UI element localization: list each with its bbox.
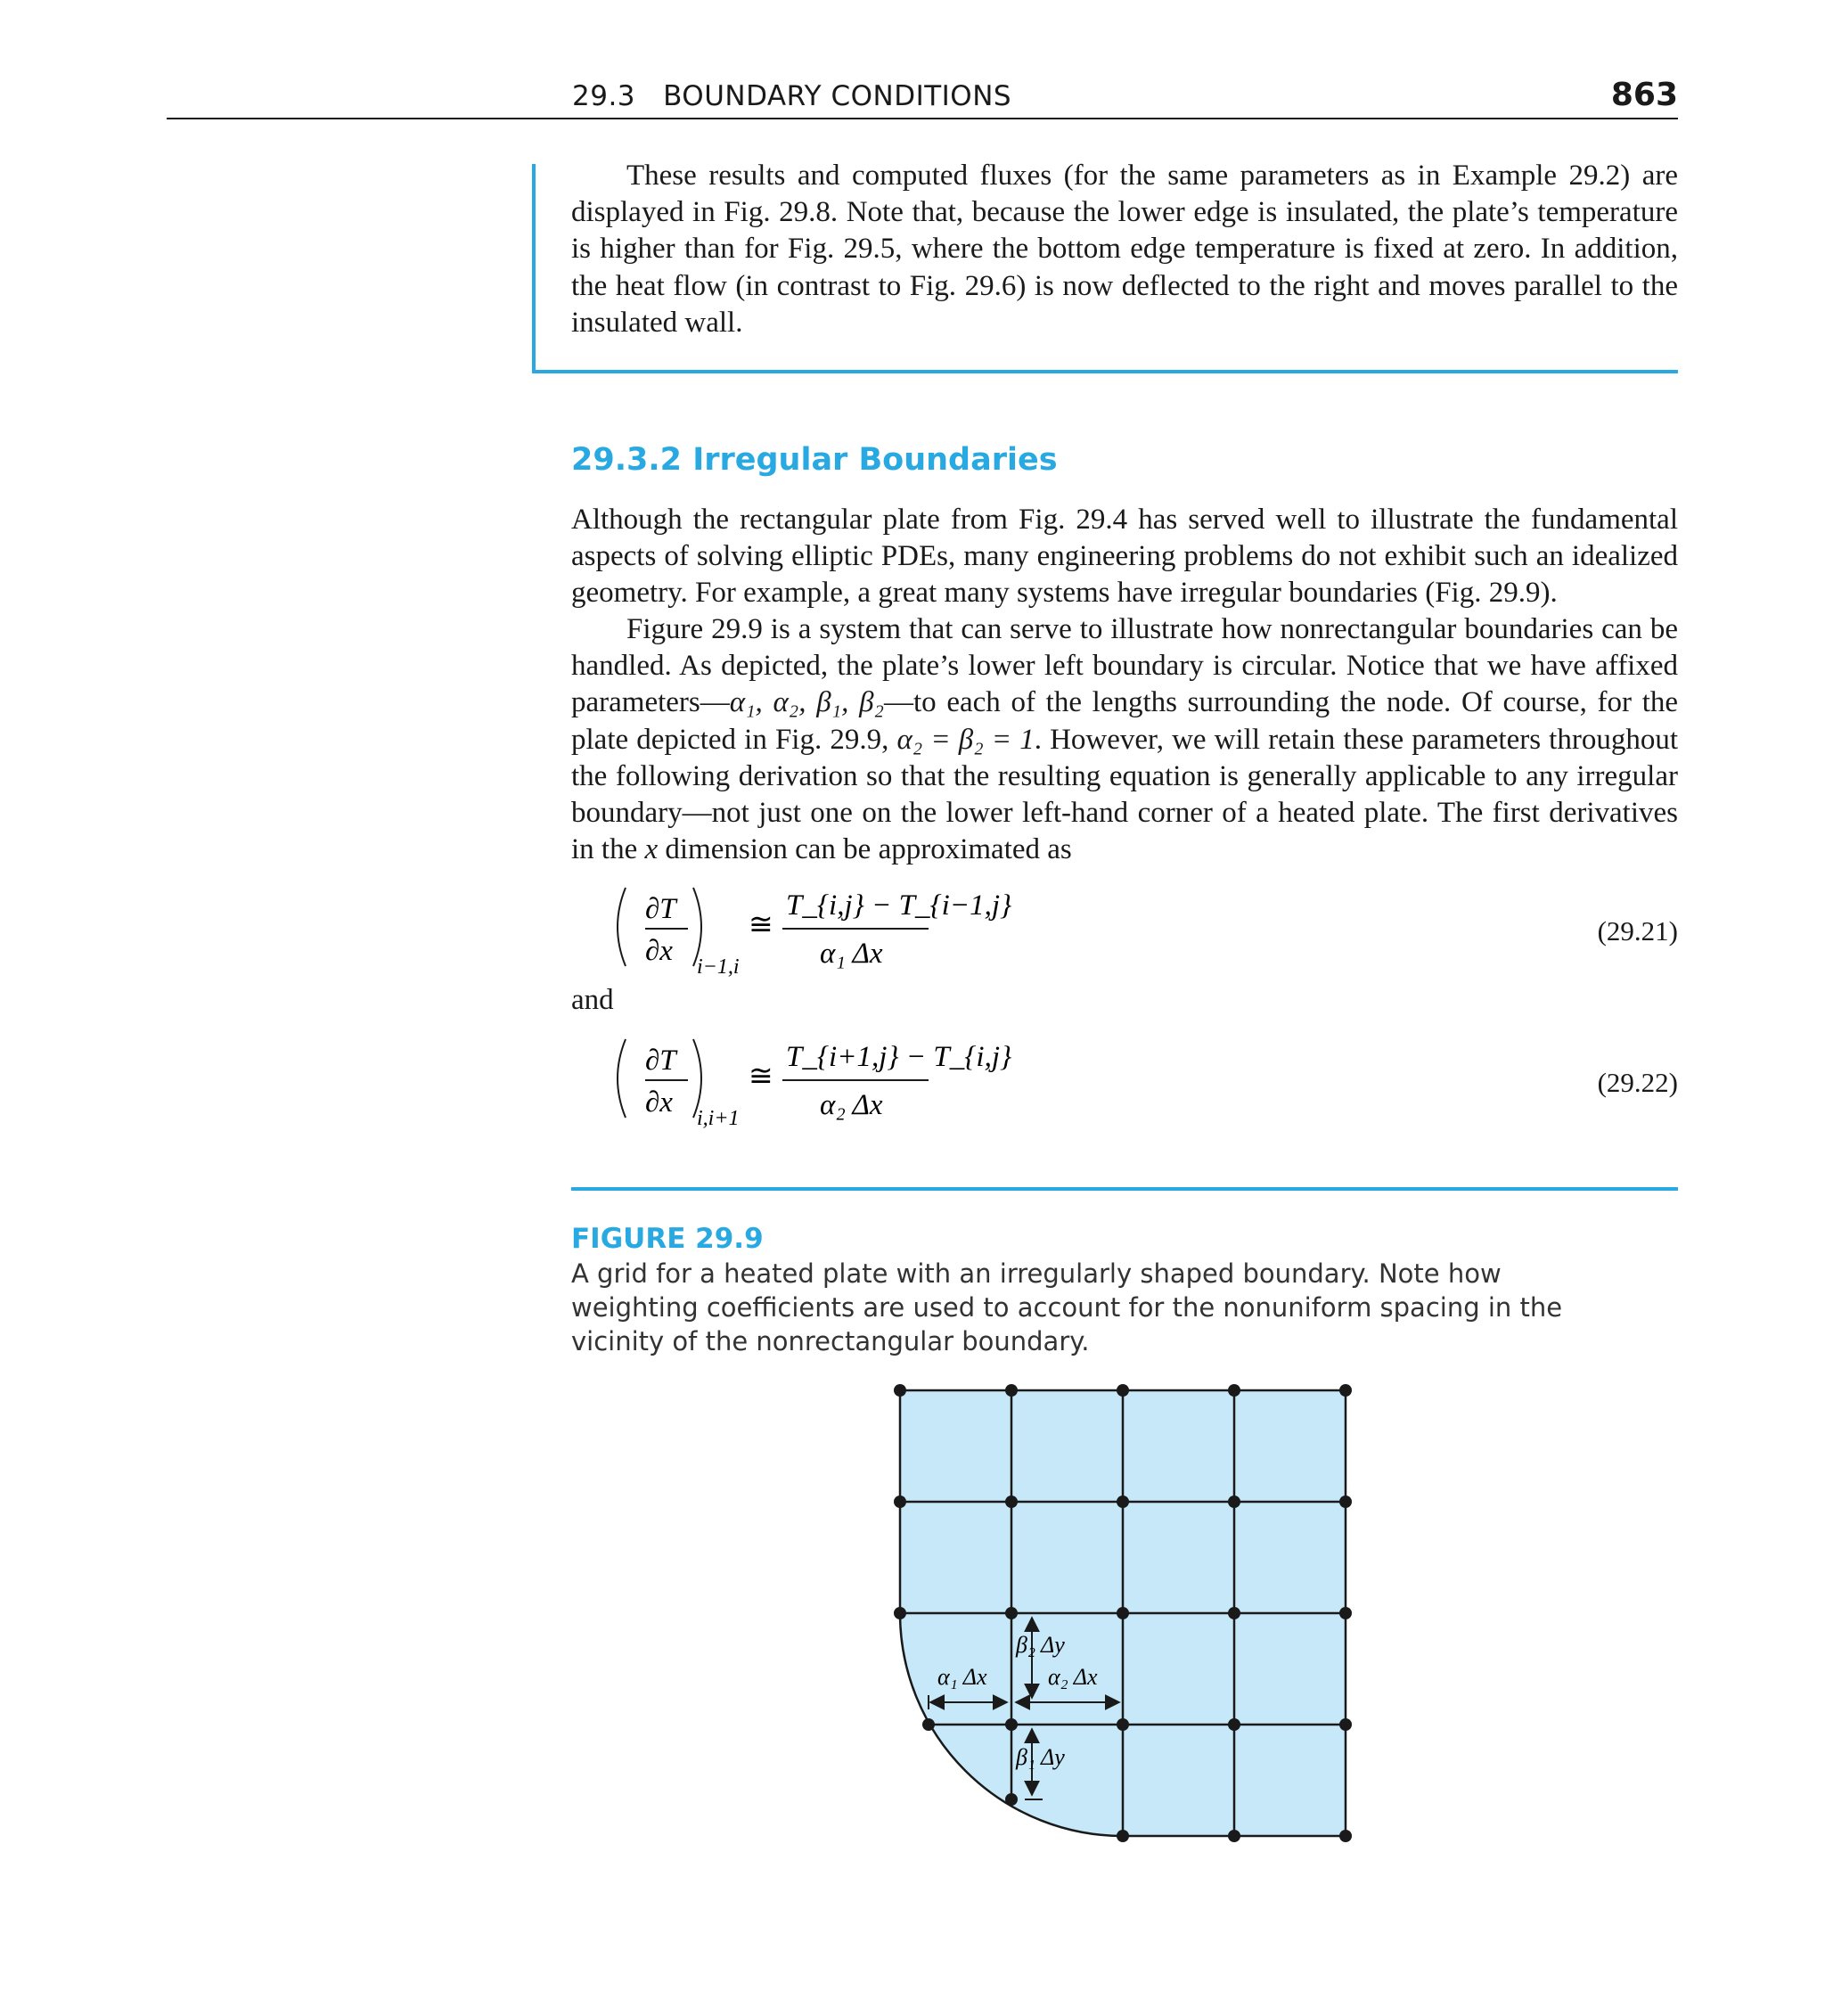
eq1-rhs-numerator: T_{i,j} − T_{i−1,j} [786, 889, 1012, 922]
eq1-lhs-subscript: i−1,i [697, 955, 740, 979]
eq2-lhs-subscript: i,i+1 [697, 1107, 740, 1130]
paragraph-2 [571, 611, 1678, 868]
eq1-lhs-denominator: ∂x [645, 935, 673, 967]
figure-label: FIGURE 29.9 [571, 1223, 764, 1255]
eq2-rhs-denominator: α₂ Δx [820, 1089, 883, 1121]
paragraph-2-text-b: —to each of the lengths surrounding the node. Of course, for the plate depicted in Fig. 29.9, [571, 686, 1679, 756]
running-header-section: 29.3 BOUNDARY CONDITIONS [572, 80, 1012, 112]
page-number: 863 [1610, 77, 1678, 113]
figure-caption: A grid for a heated plate with an irregularly shaped boundary. Note how weighting coefficients are used to account for the nonuniform spacing in the vicinity of the nonrectangular boundary. [571, 1258, 1563, 1356]
eq2-rhs-numerator: T_{i+1,j} − T_{i,j} [786, 1041, 1012, 1073]
paragraph-2-equality: α₂ = β₂ = 1 [896, 723, 1035, 756]
eq2-lhs-denominator: ∂x [645, 1086, 673, 1119]
section-heading: 29.3.2 Irregular Boundaries [571, 442, 1058, 478]
paragraph-1: Although the rectangular plate from Fig. 29.4 has served well to illustrate the fundamental aspects of solving elliptic PDEs, many engineering problems do not exhibit such an idealized geometry. For example, a great many systems have irregular boundaries (Fig. 29.9). [571, 504, 1678, 610]
beta2-label: β₂ Δy [1016, 1632, 1065, 1658]
equation-number-29-22: (29.22) [1597, 1067, 1678, 1098]
figure-top-rule [571, 1187, 1678, 1191]
eq1-lhs-numerator: ∂T [645, 893, 676, 925]
header-rule [167, 118, 1678, 119]
paragraph-2-text-d: dimension can be approximated as [658, 833, 1072, 866]
example-bottom-rule [532, 370, 1678, 373]
irregular-boundary-grid-figure [873, 1373, 1372, 1854]
paragraph-2-x-variable: x [644, 833, 659, 866]
alpha2-label: α₂ Δx [1048, 1664, 1098, 1690]
eq1-rhs-denominator: α₁ Δx [820, 938, 883, 970]
example-side-bar [532, 164, 536, 373]
alpha1-label: α₁ Δx [937, 1664, 987, 1690]
eq2-relation: ≅ [749, 1061, 773, 1093]
equation-29-21 [606, 882, 1012, 980]
example-end-paragraph: These results and computed fluxes (for the same parameters as in Example 29.2) are displayed in Fig. 29.8. Note that, because the lower edge is insulated, the plate’s temperature is higher than for Fig. 29.5, where the bottom edge temperature is fixed at zero. In addition, the heat flow (in contrast to Fig. 29.6) is now deflected to the right and moves parallel to the insulated wall. [571, 160, 1678, 339]
equation-29-22 [606, 1034, 1012, 1132]
eq2-lhs-numerator: ∂T [645, 1045, 676, 1077]
beta1-label: β₁ Δy [1016, 1744, 1065, 1770]
equation-connector: and [571, 984, 614, 1016]
eq1-relation: ≅ [749, 909, 773, 941]
paragraph-2-params: α₁, α₂, β₁, β₂ [729, 686, 884, 719]
paragraph-2-text-a: Figure 29.9 is a system that can serve to illustrate how nonrectangular boundaries can be handled. As depicted, the plate’s lower left boundary is circular. Notice that we have affixed parameters— [571, 613, 1678, 719]
paragraph-2-text-c: . However, we will retain these parameters throughout the following derivation so that the resulting equation is generally applicable to any irregular boundary—not just one on the lower left-hand corner of a heated plate. The first derivatives in the [571, 723, 1678, 866]
equation-number-29-21: (29.21) [1597, 915, 1678, 947]
